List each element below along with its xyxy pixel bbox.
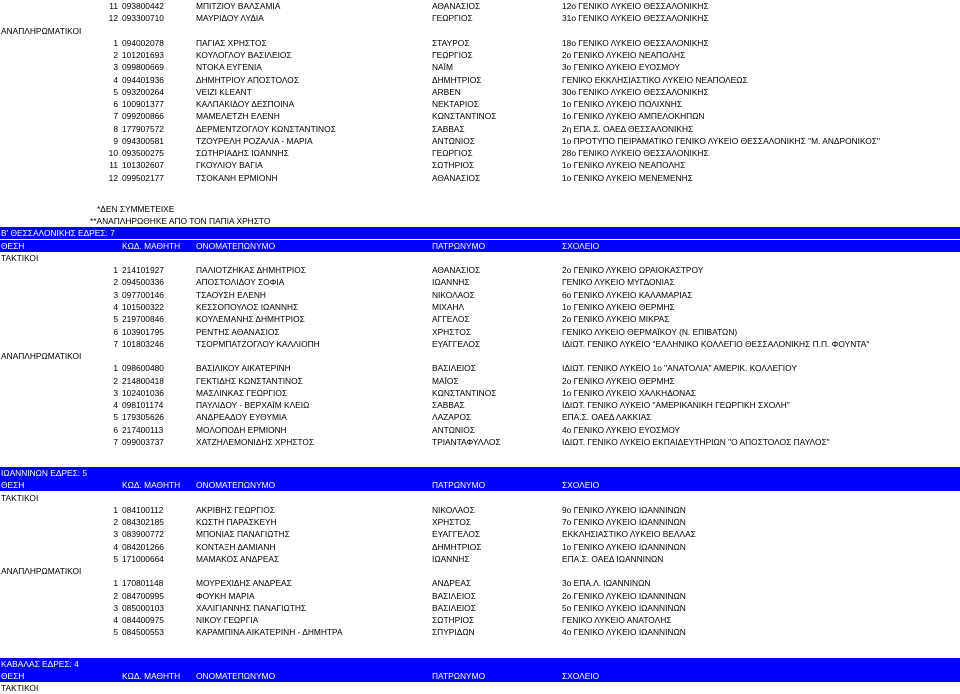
school-cell: 2ο ΓΕΝΙΚΟ ΛΥΚΕΙΟ ΝΕΑΠΟΛΗΣ [562,50,686,61]
student-code-cell: 098600480 [122,363,164,374]
position-cell: 7 [113,436,118,447]
table-row [0,577,960,589]
student-name-cell: ΑΠΟΣΤΟΛΙΔΟΥ ΣΟΦΙΑ [196,277,285,288]
student-name-cell: ΚΕΣΣΟΠΟΥΛΟΣ ΙΩΑΝΝΗΣ [196,301,299,312]
position-cell: 3 [113,387,118,398]
father-name-cell: ΒΑΣΙΛΕΙΟΣ [432,590,476,601]
student-name-cell: ΜΟΛΟΠΟΔΗ ΕΡΜΙΟΝΗ [196,424,287,435]
father-name-cell: ΝΑΪΜ [432,62,453,73]
father-name-cell: ΒΑΣΙΛΕΙΟΣ [432,363,476,374]
father-name-cell: ΑΝΔΡΕΑΣ [432,578,472,589]
table-row [0,86,960,98]
table-row [0,0,960,12]
school-cell: 1ο ΠΡΟΤΥΠΟ ΠΕΙΡΑΜΑΤΙΚΟ ΓΕΝΙΚΟ ΛΥΚΕΙΟ ΘΕΣΣΑΛΟΝΙΚΗΣ "Μ. ΑΝΔΡΟΝΙΚΟΣ" [562,135,880,146]
table-row [0,626,960,638]
position-cell: 11 [109,1,118,11]
blank-row [0,448,960,460]
school-cell: ΙΔΙΩΤ. ΓΕΝΙΚΟ ΛΥΚΕΙΟ "ΑΜΕΡΙΚΑΝΙΚΗ ΓΕΩΡΓΙΚΗ ΣΧΟΛΗ" [562,400,790,411]
column-header-position: ΘΕΣΗ [1,671,25,681]
student-name-cell: ΤΖΟΥΡΕΛΗ ΡΟΖΑΛΙΑ - ΜΑΡΙΑ [196,135,313,146]
position-cell: 2 [113,375,118,386]
school-cell: 5ο ΓΕΝΙΚΟ ΛΥΚΕΙΟ ΙΩΑΝΝΙΝΩΝ [562,602,686,613]
school-cell: ΙΔΙΩΤ. ΓΕΝΙΚΟ ΛΥΚΕΙΟ 1ο "ΑΝΑΤΟΛΙΑ" ΑΜΕΡΙΚ. ΚΟΛΛΕΓΙΟΥ [562,363,797,374]
column-header-row [0,479,960,491]
category-label-row [0,565,960,577]
blank-row [0,639,960,651]
student-name-cell: ΠΑΥΛΙΔΟΥ - ΒΕΡΧΑΪΜ ΚΛΕΙΩ [196,400,310,411]
father-name-cell: ΚΩΝΣΤΑΝΤΙΝΟΣ [432,387,497,398]
position-cell: 4 [113,74,118,85]
father-name-cell: ΓΕΩΡΓΙΟΣ [432,13,473,24]
category-label-row [0,492,960,504]
father-name-cell: ΣΩΤΗΡΙΟΣ [432,615,475,626]
school-cell: 2ο ΓΕΝΙΚΟ ΛΥΚΕΙΟ ΜΙΚΡΑΣ [562,314,670,325]
position-cell: 1 [113,578,118,589]
student-name-cell: ΚΟΥΛΕΜΑΝΗΣ ΔΗΜΗΤΡΙΟΣ [196,314,305,325]
table-row [0,49,960,61]
student-code-cell: 093800442 [122,1,164,11]
region-title: ΚΑΒΑΛΑΣ ΕΔΡΕΣ: 4 [1,658,79,669]
column-header-school: ΣΧΟΛΕΙΟ [562,240,600,251]
table-row [0,516,960,528]
table-row [0,313,960,325]
student-name-cell: ΠΑΛΙΟΤΖΗΚΑΣ ΔΗΜΗΤΡΙΟΣ [196,265,306,276]
position-cell: 3 [113,529,118,540]
school-cell: ΕΠΑ.Σ. ΟΑΕΔ ΙΩΑΝΝΙΝΩΝ [562,553,664,564]
category-label: ΤΑΚΤΙΚΟΙ [1,492,39,503]
school-cell: ΓΕΝΙΚΟ ΛΥΚΕΙΟ ΘΕΡΜΑΪΚΟΥ (Ν. ΕΠΙΒΑΤΩΝ) [562,326,738,337]
student-name-cell: ΜΠΙΤΖΙΟΥ ΒΑΛΣΑΜΙΑ [196,1,281,11]
student-name-cell: ΚΑΛΠΑΚΙΔΟΥ ΔΕΣΠΟΙΝΑ [196,99,295,110]
position-cell: 5 [113,412,118,423]
student-name-cell: ΜΑΣΛΙΝΚΑΣ ΓΕΩΡΓΙΟΣ [196,387,288,398]
position-cell: 6 [113,326,118,337]
school-cell: 1ο ΓΕΝΙΚΟ ΛΥΚΕΙΟ ΙΩΑΝΝΙΝΩΝ [562,541,686,552]
school-cell: 3ο ΕΠΑ.Λ. ΙΩΑΝΝΙΝΩΝ [562,578,651,589]
column-header-father: ΠΑΤΡΩΝΥΜΟ [432,480,486,491]
region-header-bar [0,227,960,239]
table-row [0,424,960,436]
father-name-cell: ΣΤΑΥΡΟΣ [432,37,470,48]
school-cell: ΓΕΝΙΚΟ ΕΚΚΛΗΣΙΑΣΤΙΚΟ ΛΥΚΕΙΟ ΝΕΑΠΟΛΕΩΣ [562,74,748,85]
school-cell: 28ο ΓΕΝΙΚΟ ΛΥΚΕΙΟ ΘΕΣΣΑΛΟΝΙΚΗΣ [562,148,709,159]
table-row [0,411,960,423]
father-name-cell: ΙΩΑΝΝΗΣ [432,277,470,288]
student-name-cell: VEIZI KLEANT [196,86,252,97]
student-name-cell: ΣΩΤΗΡΙΑΔΗΣ ΙΩΑΝΝΗΣ [196,148,289,159]
student-name-cell: ΚΑΡΑΜΠΙΝΑ ΑΙΚΑΤΕΡΙΝΗ - ΔΗΜΗΤΡΑ [196,627,343,638]
student-name-cell: ΜΠΟΝΙΑΣ ΠΑΝΑΓΙΩΤΗΣ [196,529,290,540]
student-name-cell: ΑΝΔΡΕΑΔΟΥ ΕΥΘΥΜΙΑ [196,412,287,423]
student-name-cell: ΡΕΝΤΗΣ ΑΘΑΝΑΣΙΟΣ [196,326,280,337]
table-row [0,614,960,626]
school-cell: 1ο ΓΕΝΙΚΟ ΛΥΚΕΙΟ ΜΕΝΕΜΕΝΗΣ [562,172,693,183]
student-code-cell: 171000664 [122,553,164,564]
column-header-school: ΣΧΟΛΕΙΟ [562,671,600,681]
student-name-cell: ΝΙΚΟΥ ΓΕΩΡΓΙΑ [196,615,259,626]
father-name-cell: ΓΕΩΡΓΙΟΣ [432,50,473,61]
column-header-row [0,670,960,682]
table-row [0,37,960,49]
category-label: ΤΑΚΤΙΚΟΙ [1,683,39,694]
student-name-cell: ΓΚΟΥΛΙΟΥ ΒΑΓΙΑ [196,160,263,171]
father-name-cell: ΛΑΖΑΡΟΣ [432,412,472,423]
table-row [0,61,960,73]
school-cell: 2ο ΓΕΝΙΚΟ ΛΥΚΕΙΟ ΘΕΡΜΗΣ [562,375,675,386]
column-header-name: ΟΝΟΜΑΤΕΠΩΝΥΜΟ [196,480,276,491]
student-name-cell: ΓΕΚΤΙΔΗΣ ΚΩΝΣΤΑΝΤΙΝΟΣ [196,375,303,386]
father-name-cell: ΜΙΧΑΗΛ [432,301,465,312]
student-code-cell: 084500553 [122,627,164,638]
student-code-cell: 214800418 [122,375,164,386]
blank-row [0,184,960,196]
school-cell: ΕΚΚΛΗΣΙΑΣΤΙΚΟ ΛΥΚΕΙΟ ΒΕΛΛΑΣ [562,529,696,540]
table-row [0,504,960,516]
father-name-cell: ΝΕΚΤΑΡΙΟΣ [432,99,479,110]
school-cell: 2ο ΓΕΝΙΚΟ ΛΥΚΕΙΟ ΙΩΑΝΝΙΝΩΝ [562,590,686,601]
student-name-cell: ΠΑΓΙΑΣ ΧΡΗΣΤΟΣ [196,37,267,48]
column-header-school: ΣΧΟΛΕΙΟ [562,480,600,491]
student-code-cell: 214101927 [122,265,164,276]
school-cell: 4ο ΓΕΝΙΚΟ ΛΥΚΕΙΟ ΕΥΟΣΜΟΥ [562,424,681,435]
school-cell: ΓΕΝΙΚΟ ΛΥΚΕΙΟ ΜΥΓΔΟΝΙΑΣ [562,277,675,288]
father-name-cell: ΑΘΑΝΑΣΙΟΣ [432,172,481,183]
student-code-cell: 103901795 [122,326,164,337]
position-cell: 9 [113,135,118,146]
column-header-name: ΟΝΟΜΑΤΕΠΩΝΥΜΟ [196,240,276,251]
student-name-cell: ΝΤΟΚΑ ΕΥΓΕΝΙΑ [196,62,262,73]
father-name-cell: ΣΠΥΡΙΔΩΝ [432,627,475,638]
student-code-cell: 170801148 [122,578,164,589]
school-cell: 1ο ΓΕΝΙΚΟ ΛΥΚΕΙΟ ΑΜΠΕΛΟΚΗΠΩΝ [562,111,705,122]
position-cell: 7 [113,111,118,122]
position-cell: 2 [113,517,118,528]
table-row [0,276,960,288]
category-label-row [0,25,960,37]
student-name-cell: ΔΗΜΗΤΡΙΟΥ ΑΠΟΣΤΟΛΟΣ [196,74,300,85]
table-row [0,375,960,387]
column-header-code: ΚΩΔ. ΜΑΘΗΤΗ [122,480,181,491]
table-row [0,338,960,350]
region-title: Β' ΘΕΣΣΑΛΟΝΙΚΗΣ ΕΔΡΕΣ: 7 [1,228,115,239]
school-cell: 1ο ΓΕΝΙΚΟ ΛΥΚΕΙΟ ΝΕΑΠΟΛΗΣ [562,160,686,171]
student-name-cell: ΜΑΜΕΛΕΤΖΗ ΕΛΕΝΗ [196,111,280,122]
father-name-cell: ΝΙΚΟΛΑΟΣ [432,289,475,300]
school-cell: 1ο ΓΕΝΙΚΟ ΛΥΚΕΙΟ ΧΑΛΚΗΔΟΝΑΣ [562,387,696,398]
father-name-cell: ARBEN [432,86,461,97]
father-name-cell: ΙΩΑΝΝΗΣ [432,553,470,564]
school-cell: 1ο ΓΕΝΙΚΟ ΛΥΚΕΙΟ ΠΟΛΙΧΝΗΣ [562,99,683,110]
school-cell: 12ο ΓΕΝΙΚΟ ΛΥΚΕΙΟ ΘΕΣΣΑΛΟΝΙΚΗΣ [562,1,709,11]
student-code-cell: 101500322 [122,301,164,312]
father-name-cell: ΒΑΣΙΛΕΙΟΣ [432,602,476,613]
position-cell: 11 [109,160,118,171]
father-name-cell: ΧΡΗΣΤΟΣ [432,517,472,528]
column-header-position: ΘΕΣΗ [1,240,25,251]
student-code-cell: 217400113 [122,424,164,435]
student-code-cell: 099003737 [122,436,164,447]
father-name-cell: ΜΑΪΟΣ [432,375,459,386]
student-name-cell: ΒΑΣΙΛΙΚΟΥ ΑΙΚΑΤΕΡΙΝΗ [196,363,291,374]
table-row [0,12,960,24]
student-code-cell: 094401936 [122,74,164,85]
student-code-cell: 084700995 [122,590,164,601]
student-name-cell: ΤΣΟΚΑΝΗ ΕΡΜΙΟΝΗ [196,172,278,183]
table-row [0,528,960,540]
student-code-cell: 100901377 [122,99,164,110]
school-cell: ΙΔΙΩΤ. ΓΕΝΙΚΟ ΛΥΚΕΙΟ "ΕΛΛΗΝΙΚΟ ΚΟΛΛΕΓΙΟ ΘΕΣΣΑΛΟΝΙΚΗΣ Π.Π. ΦΟΥΝΤΑ" [562,338,870,349]
category-label-row [0,350,960,362]
table-row [0,289,960,301]
student-name-cell: ΧΑΤΖΗΛΕΜΟΝΙΔΗΣ ΧΡΗΣΤΟΣ [196,436,315,447]
student-code-cell: 101803246 [122,338,164,349]
student-code-cell: 084400975 [122,615,164,626]
student-code-cell: 094002078 [122,37,164,48]
position-cell: 4 [113,400,118,411]
footnote-row [0,203,960,215]
student-code-cell: 101302607 [122,160,164,171]
school-cell: 2ο ΓΕΝΙΚΟ ΛΥΚΕΙΟ ΩΡΑΙΟΚΑΣΤΡΟΥ [562,265,704,276]
region-header-bar [0,658,960,670]
position-cell: 3 [113,62,118,73]
father-name-cell: ΔΗΜΗΤΡΙΟΣ [432,74,482,85]
father-name-cell: ΑΝΤΩΝΙΟΣ [432,135,475,146]
father-name-cell: ΔΗΜΗΤΡΙΟΣ [432,541,482,552]
student-name-cell: ΤΣΟΡΜΠΑΤΖΟΓΛΟΥ ΚΑΛΛΙΟΠΗ [196,338,320,349]
student-code-cell: 179305626 [122,412,164,423]
category-label: ΑΝΑΠΛΗΡΩΜΑΤΙΚΟΙ [1,25,82,36]
column-header-code: ΚΩΔ. ΜΑΘΗΤΗ [122,671,181,681]
student-code-cell: 101201693 [122,50,164,61]
table-row [0,172,960,184]
table-row [0,590,960,602]
father-name-cell: ΕΥΑΓΓΕΛΟΣ [432,529,481,540]
student-name-cell: ΚΟΝΤΑΞΗ ΔΑΜΙΑΝΗ [196,541,276,552]
table-row [0,399,960,411]
student-name-cell: ΑΚΡΙΒΗΣ ΓΕΩΡΓΙΟΣ [196,504,275,515]
father-name-cell: ΑΝΤΩΝΙΟΣ [432,424,475,435]
column-header-row [0,240,960,252]
position-cell: 3 [113,289,118,300]
position-cell: 2 [113,50,118,61]
position-cell: 7 [113,338,118,349]
student-name-cell: ΚΟΥΛΟΓΛΟΥ ΒΑΣΙΛΕΙΟΣ [196,50,292,61]
father-name-cell: ΝΙΚΟΛΑΟΣ [432,504,475,515]
region-header-bar [0,467,960,479]
student-code-cell: 099800669 [122,62,164,73]
position-cell: 2 [113,277,118,288]
column-header-position: ΘΕΣΗ [1,480,25,491]
student-name-cell: ΜΟΥΡΕΧΙΔΗΣ ΑΝΔΡΕΑΣ [196,578,292,589]
student-code-cell: 094500336 [122,277,164,288]
table-row [0,123,960,135]
category-label-row [0,252,960,264]
student-name-cell: ΚΩΣΤΗ ΠΑΡΑΣΚΕΥΗ [196,517,277,528]
student-code-cell: 219700846 [122,314,164,325]
student-code-cell: 084100112 [122,504,164,515]
category-label: ΑΝΑΠΛΗΡΩΜΑΤΙΚΟΙ [1,566,82,577]
table-row [0,159,960,171]
student-code-cell: 084302185 [122,517,164,528]
table-row [0,602,960,614]
position-cell: 1 [113,363,118,374]
father-name-cell: ΚΩΝΣΤΑΝΤΙΝΟΣ [432,111,497,122]
table-row [0,326,960,338]
student-code-cell: 177907572 [122,123,164,134]
father-name-cell: ΑΘΑΝΑΣΙΟΣ [432,1,481,11]
father-name-cell: ΕΥΑΓΓΕΛΟΣ [432,338,481,349]
father-name-cell: ΑΘΑΝΑΣΙΟΣ [432,265,481,276]
table-row [0,135,960,147]
table-row [0,541,960,553]
region-title: ΙΩΑΝΝΙΝΩΝ ΕΔΡΕΣ: 5 [1,468,88,479]
category-label: ΤΑΚΤΙΚΟΙ [1,252,39,263]
table-row [0,74,960,86]
student-code-cell: 083900772 [122,529,164,540]
column-header-code: ΚΩΔ. ΜΑΘΗΤΗ [122,240,181,251]
position-cell: 6 [113,99,118,110]
school-cell: 4ο ΓΕΝΙΚΟ ΛΥΚΕΙΟ ΙΩΑΝΝΙΝΩΝ [562,627,686,638]
school-cell: 3ο ΓΕΝΙΚΟ ΛΥΚΕΙΟ ΕΥΟΣΜΟΥ [562,62,681,73]
footnote: *ΔΕΝ ΣΥΜΜΕΤΕΙΧΕ [97,203,175,214]
position-cell: 6 [113,424,118,435]
father-name-cell: ΧΡΗΣΤΟΣ [432,326,472,337]
table-row [0,110,960,122]
student-code-cell: 099502177 [122,172,164,183]
position-cell: 1 [113,37,118,48]
school-cell: 2η ΕΠΑ.Σ. ΟΑΕΔ ΘΕΣΣΑΛΟΝΙΚΗΣ [562,123,694,134]
school-cell: 6ο ΓΕΝΙΚΟ ΛΥΚΕΙΟ ΚΑΛΑΜΑΡΙΑΣ [562,289,693,300]
father-name-cell: ΣΑΒΒΑΣ [432,123,465,134]
position-cell: 8 [113,123,118,134]
school-cell: 18ο ΓΕΝΙΚΟ ΛΥΚΕΙΟ ΘΕΣΣΑΛΟΝΙΚΗΣ [562,37,709,48]
position-cell: 4 [113,541,118,552]
student-code-cell: 102401036 [122,387,164,398]
school-cell: 1ο ΓΕΝΙΚΟ ΛΥΚΕΙΟ ΘΕΡΜΗΣ [562,301,675,312]
father-name-cell: ΓΕΩΡΓΙΟΣ [432,148,473,159]
school-cell: 31ο ΓΕΝΙΚΟ ΛΥΚΕΙΟ ΘΕΣΣΑΛΟΝΙΚΗΣ [562,13,709,24]
column-header-name: ΟΝΟΜΑΤΕΠΩΝΥΜΟ [196,671,276,681]
position-cell: 1 [113,265,118,276]
position-cell: 2 [113,590,118,601]
student-name-cell: ΜΑΥΡΙΔΟΥ ΛΥΔΙΑ [196,13,264,24]
school-cell: ΙΔΙΩΤ. ΓΕΝΙΚΟ ΛΥΚΕΙΟ ΕΚΠΑΙΔΕΥΤΗΡΙΩΝ "Ο ΑΠΟΣΤΟΛΟΣ ΠΑΥΛΟΣ" [562,436,830,447]
table-row [0,98,960,110]
student-name-cell: ΦΟΥΚΗ ΜΑΡΙΑ [196,590,255,601]
position-cell: 5 [113,314,118,325]
table-row [0,147,960,159]
student-code-cell: 098101174 [122,400,164,411]
student-code-cell: 099200866 [122,111,164,122]
student-code-cell: 085000103 [122,602,164,613]
position-cell: 5 [113,553,118,564]
position-cell: 5 [113,627,118,638]
position-cell: 4 [113,615,118,626]
category-label-row [0,682,960,694]
school-cell: ΓΕΝΙΚΟ ΛΥΚΕΙΟ ΑΝΑΤΟΛΗΣ [562,615,672,626]
student-code-cell: 097700146 [122,289,164,300]
table-row [0,301,960,313]
category-label: ΑΝΑΠΛΗΡΩΜΑΤΙΚΟΙ [1,351,82,362]
position-cell: 12 [108,13,118,24]
school-cell: ΕΠΑ.Σ. ΟΑΕΔ ΛΑΚΚΙΑΣ [562,412,652,423]
school-cell: 7ο ΓΕΝΙΚΟ ΛΥΚΕΙΟ ΙΩΑΝΝΙΝΩΝ [562,517,686,528]
position-cell: 10 [108,148,118,159]
student-code-cell: 084201266 [122,541,164,552]
position-cell: 1 [113,504,118,515]
student-name-cell: ΜΑΜΑΚΟΣ ΑΝΔΡΕΑΣ [196,553,280,564]
student-name-cell: ΔΕΡΜΕΝΤΖΟΓΛΟΥ ΚΩΝΣΤΑΝΤΙΝΟΣ [196,123,336,134]
father-name-cell: ΤΡΙΑΝΤΑΦΥΛΛΟΣ [432,436,501,447]
footnote-row [0,215,960,227]
student-code-cell: 093300710 [122,13,164,24]
student-name-cell: ΤΣΑΟΥΣΗ ΕΛΕΝΗ [196,289,266,300]
position-cell: 4 [113,301,118,312]
position-cell: 3 [113,602,118,613]
position-cell: 12 [108,172,118,183]
student-code-cell: 093500275 [122,148,164,159]
student-name-cell: ΧΑΛΙΓΙΑΝΝΗΣ ΠΑΝΑΓΙΩΤΗΣ [196,602,307,613]
father-name-cell: ΑΓΓΕΛΟΣ [432,314,470,325]
table-row [0,553,960,565]
position-cell: 5 [113,86,118,97]
student-code-cell: 093200264 [122,86,164,97]
table-row [0,362,960,374]
footnote: **ΑΝΑΠΛΗΡΩΘΗΚΕ ΑΠΟ ΤΟΝ ΠΑΠΙΑ ΧΡΗΣΤΟ [90,216,271,227]
table-row [0,264,960,276]
school-cell: 30ο ΓΕΝΙΚΟ ΛΥΚΕΙΟ ΘΕΣΣΑΛΟΝΙΚΗΣ [562,86,709,97]
column-header-father: ΠΑΤΡΩΝΥΜΟ [432,240,486,251]
student-code-cell: 094300581 [122,135,164,146]
father-name-cell: ΣΩΤΗΡΙΟΣ [432,160,475,171]
table-row [0,387,960,399]
father-name-cell: ΣΑΒΒΑΣ [432,400,465,411]
table-row [0,436,960,448]
school-cell: 9ο ΓΕΝΙΚΟ ΛΥΚΕΙΟ ΙΩΑΝΝΙΝΩΝ [562,504,686,515]
column-header-father: ΠΑΤΡΩΝΥΜΟ [432,671,486,681]
